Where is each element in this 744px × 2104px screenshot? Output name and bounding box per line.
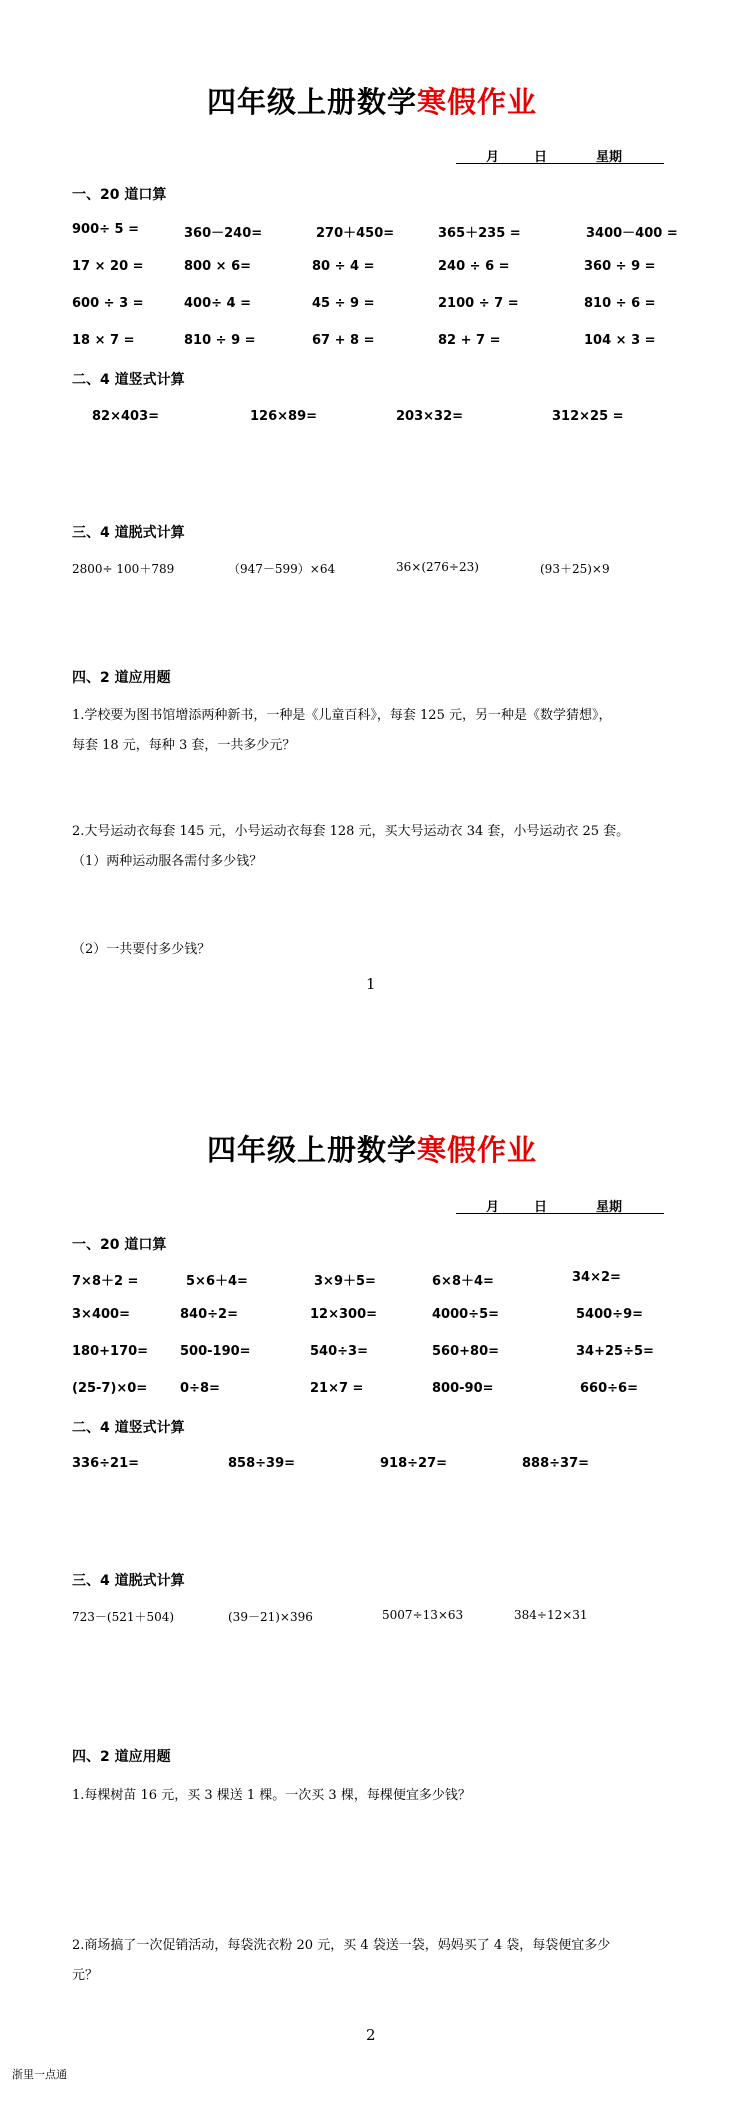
page-title: 四年级上册数学寒假作业 xyxy=(206,85,538,119)
mixed-calc-item: (39－21)×396 xyxy=(228,1610,313,1624)
oral-calc-item: 180+170= xyxy=(72,1344,149,1359)
mixed-calc-item: 384÷12×31 xyxy=(514,1608,588,1622)
oral-calc-item: 104 × 3 = xyxy=(584,333,656,348)
oral-calc-item: 17 × 20 = xyxy=(72,259,144,274)
oral-calc-item: 540÷3= xyxy=(310,1344,368,1359)
word-problem-text: （2）一共要付多少钱？ xyxy=(72,942,211,957)
mixed-calc-item: 723－(521＋504) xyxy=(72,1610,175,1624)
word-problem-text: 2.大号运动衣每套 145 元，小号运动衣每套 128 元，买大号运动衣 34 套，小号运动衣 25 套。 xyxy=(72,824,630,839)
oral-calc-item: 240 ÷ 6 = xyxy=(438,259,510,274)
section-heading: 三、4 道脱式计算 xyxy=(72,1573,185,1589)
vertical-calc-item: 918÷27= xyxy=(380,1456,448,1471)
oral-calc-item: 45 ÷ 9 = xyxy=(312,296,375,311)
date-line xyxy=(456,1196,664,1214)
title-highlight: 寒假作业 xyxy=(417,1133,538,1167)
section-heading: 一、20 道口算 xyxy=(72,1237,167,1253)
section-heading: 二、4 道竖式计算 xyxy=(72,1420,185,1436)
oral-calc-item: 80 ÷ 4 = xyxy=(312,259,375,274)
mixed-calc-item: 36×(276÷23) xyxy=(396,560,479,574)
oral-calc-item: 5×6＋4= xyxy=(186,1274,248,1289)
oral-calc-item: 600 ÷ 3 = xyxy=(72,296,144,311)
vertical-calc-item: 82×403= xyxy=(92,409,160,424)
oral-calc-item: 3×9＋5= xyxy=(314,1274,376,1289)
word-problem-text: 2.商场搞了一次促销活动，每袋洗衣粉 20 元，买 4 袋送一袋，妈妈买了 4 袋，每袋便宜多少 xyxy=(72,1938,611,1953)
oral-calc-item: 7×8＋2 = xyxy=(72,1274,139,1289)
oral-calc-item: 12×300= xyxy=(310,1307,378,1322)
vertical-calc-item: 858÷39= xyxy=(228,1456,296,1471)
section-heading: 二、4 道竖式计算 xyxy=(72,372,185,388)
oral-calc-item: 840÷2= xyxy=(180,1307,238,1322)
oral-calc-item: 900÷ 5 = xyxy=(72,222,140,237)
oral-calc-item: 6×8＋4= xyxy=(432,1274,494,1289)
section-heading: 三、4 道脱式计算 xyxy=(72,525,185,541)
oral-calc-item: 810 ÷ 9 = xyxy=(184,333,256,348)
oral-calc-item: 3×400= xyxy=(72,1307,130,1322)
date-weekday: 星期 xyxy=(596,150,623,165)
oral-calc-item: 21×7 = xyxy=(310,1381,364,1396)
word-problem-text: 元？ xyxy=(72,1968,99,1983)
title-highlight: 寒假作业 xyxy=(417,85,538,119)
word-problem-text: （1）两种运动服各需付多少钱？ xyxy=(72,854,263,869)
vertical-calc-item: 888÷37= xyxy=(522,1456,590,1471)
mixed-calc-item: (93＋25)×9 xyxy=(540,562,610,576)
vertical-calc-item: 126×89= xyxy=(250,409,318,424)
oral-calc-item: 82 + 7 = xyxy=(438,333,501,348)
vertical-calc-item: 203×32= xyxy=(396,409,464,424)
mixed-calc-item: 5007÷13×63 xyxy=(382,1608,464,1622)
date-day: 日 xyxy=(534,150,548,165)
page-number: 2 xyxy=(366,2026,376,2044)
oral-calc-item: 660÷6= xyxy=(580,1381,638,1396)
oral-calc-item: 560+80= xyxy=(432,1344,500,1359)
oral-calc-item: 800 × 6= xyxy=(184,259,252,274)
footer-watermark: 浙里一点通 xyxy=(12,2068,67,2081)
word-problem-text: 1.学校要为图书馆增添两种新书，一种是《儿童百科》，每套 125 元，另一种是《数学猜想》， xyxy=(72,708,612,723)
oral-calc-item: (25-7)×0= xyxy=(72,1381,148,1396)
oral-calc-item: 360 ÷ 9 = xyxy=(584,259,656,274)
date-month: 月 xyxy=(486,1200,500,1215)
mixed-calc-item: 2800÷ 100＋789 xyxy=(72,562,175,576)
date-weekday: 星期 xyxy=(596,1200,623,1215)
oral-calc-item: 365＋235 = xyxy=(438,226,521,241)
oral-calc-item: 5400÷9= xyxy=(576,1307,644,1322)
page-title: 四年级上册数学寒假作业 xyxy=(206,1133,538,1167)
section-heading: 四、2 道应用题 xyxy=(72,670,171,686)
page-number: 1 xyxy=(366,975,376,993)
section-heading: 四、2 道应用题 xyxy=(72,1749,171,1765)
date-day: 日 xyxy=(534,1200,548,1215)
oral-calc-item: 3400－400 = xyxy=(586,226,678,241)
oral-calc-item: 270＋450= xyxy=(316,226,395,241)
oral-calc-item: 34×2= xyxy=(572,1270,621,1285)
date-month: 月 xyxy=(486,150,500,165)
oral-calc-item: 4000÷5= xyxy=(432,1307,500,1322)
oral-calc-item: 34+25÷5= xyxy=(576,1344,654,1359)
oral-calc-item: 360－240= xyxy=(184,226,263,241)
word-problem-text: 每套 18 元，每种 3 套，一共多少元？ xyxy=(72,738,296,753)
oral-calc-item: 400÷ 4 = xyxy=(184,296,252,311)
section-heading: 一、20 道口算 xyxy=(72,187,167,203)
oral-calc-item: 0÷8= xyxy=(180,1381,220,1396)
oral-calc-item: 18 × 7 = xyxy=(72,333,135,348)
oral-calc-item: 810 ÷ 6 = xyxy=(584,296,656,311)
oral-calc-item: 67 + 8 = xyxy=(312,333,375,348)
oral-calc-item: 2100 ÷ 7 = xyxy=(438,296,519,311)
oral-calc-item: 800-90= xyxy=(432,1381,494,1396)
mixed-calc-item: （947－599）×64 xyxy=(228,562,336,576)
vertical-calc-item: 336÷21= xyxy=(72,1456,140,1471)
word-problem-text: 1.每棵树苗 16 元，买 3 棵送 1 棵。一次买 3 棵，每棵便宜多少钱？ xyxy=(72,1788,471,1803)
oral-calc-item: 500-190= xyxy=(180,1344,251,1359)
date-line xyxy=(456,146,664,164)
vertical-calc-item: 312×25 = xyxy=(552,409,624,424)
